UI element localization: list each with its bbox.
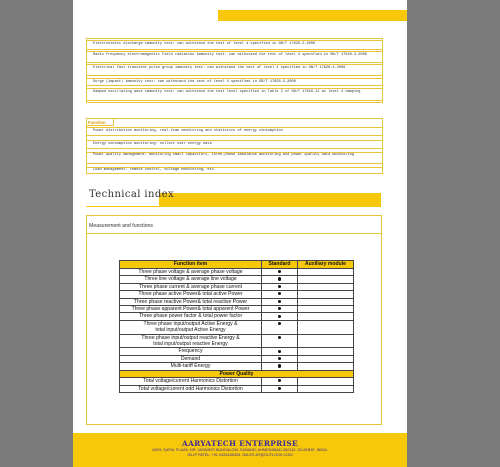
row-item: Three phase reactive Power& total reactive Power — [120, 298, 262, 305]
standard-cell — [262, 291, 298, 298]
header-auxiliary-module: Auxiliary module — [298, 261, 354, 269]
table-group-row — [120, 370, 354, 377]
row-item: Three phase current & average phase current — [120, 283, 262, 290]
bullet-icon — [278, 277, 281, 280]
row-item: Three line voltage & average line voltage — [120, 276, 262, 283]
immunity-item-4: Surge (impact) immunity test: can withstand the test of level 4 specified in GB/T 17626.5-2008 — [93, 80, 296, 84]
bullet-icon — [278, 364, 281, 367]
header-standard: Standard — [262, 261, 298, 269]
aux-cell — [298, 306, 354, 313]
table-row — [120, 291, 354, 298]
row-item: Total voltage/current Harmonics Distortion — [120, 378, 262, 385]
bullet-icon — [278, 285, 281, 288]
header-function-item: Function item — [120, 261, 262, 269]
bullet-icon — [278, 307, 281, 310]
standard-cell — [262, 298, 298, 305]
aux-cell — [298, 298, 354, 305]
bullet-icon — [278, 357, 281, 360]
measurement-label: Measurement and functions — [89, 223, 154, 229]
row-item-line-1: Three phase input/output Active Energy & — [143, 320, 238, 327]
bullet-icon — [278, 300, 281, 303]
table-row — [120, 269, 354, 276]
bullet-icon — [278, 379, 281, 382]
row-item — [120, 320, 262, 334]
standard-cell — [262, 334, 298, 348]
function-item-1: Power distribution monitoring, real-time monitoring and statistics of energy consumption — [93, 129, 283, 133]
company-address: A903, SAFAL PLAZA, NR. JASMIN'S BUNGALOW, SANAND, AHMEDABAD-382110, GUJARAT, INDIA. — [152, 448, 328, 452]
row-item-line-2: total input/output Active Energy — [155, 327, 226, 334]
aux-cell — [298, 269, 354, 276]
standard-cell — [262, 385, 298, 392]
header-blank — [73, 0, 218, 22]
standard-cell — [262, 269, 298, 276]
measurement-divider — [86, 233, 382, 234]
aux-cell — [298, 378, 354, 385]
bullet-icon — [278, 336, 281, 339]
standard-cell — [262, 363, 298, 370]
footer — [73, 433, 407, 467]
immunity-item-2: Radio frequency electromagnetic field radiation immunity test: can withstand the test of level 4 specified in GB/T 17626.3-2006 — [93, 53, 367, 57]
standard-cell — [262, 348, 298, 355]
group-label: Power Quality — [120, 370, 354, 377]
function-item-3: Power quality management: monitoring smart capacitors, three-phase imbalance monitoring and power quality data monitoring — [93, 153, 354, 157]
company-name: AARYATECH ENTERPRISE — [182, 439, 298, 448]
row-item: Three phase apparent Power& total apparent Power — [120, 306, 262, 313]
immunity-item-1: Electrostatic discharge immunity test: can withstand the test of level 4 specified in GB/T 17626.2-2006 — [93, 42, 316, 46]
aux-cell — [298, 283, 354, 290]
technical-index-underline — [86, 206, 381, 207]
table-row — [120, 306, 354, 313]
standard-cell — [262, 306, 298, 313]
row-item-line-2: total input/output reactive Energy — [153, 341, 228, 348]
aux-cell — [298, 363, 354, 370]
bullet-icon — [278, 387, 281, 390]
table-row — [120, 313, 354, 320]
aux-cell — [298, 334, 354, 348]
standard-cell — [262, 378, 298, 385]
bullet-icon — [278, 350, 281, 353]
bullet-icon — [278, 270, 281, 273]
row-item — [120, 334, 262, 348]
standard-cell — [262, 355, 298, 362]
document-page — [73, 0, 407, 467]
table-row — [120, 283, 354, 290]
bullet-icon — [278, 315, 281, 318]
measurement-table — [119, 260, 354, 393]
bullet-icon — [278, 292, 281, 295]
table-row — [120, 276, 354, 283]
table-row — [120, 363, 354, 370]
table-row — [120, 355, 354, 362]
aux-cell — [298, 313, 354, 320]
company-contact: DILIP PATEL: +91 9426186334, SALES.AT@OUTLOOK.COM — [187, 453, 293, 457]
immunity-item-3: Electrical fast transient pulse group immunity test: can withstand the test of level 4 specified in GB/T 17626.4-2008 — [93, 66, 346, 70]
aux-cell — [298, 355, 354, 362]
table-row — [120, 320, 354, 334]
table-header-row — [120, 261, 354, 269]
technical-index-bar — [159, 193, 381, 207]
aux-cell — [298, 320, 354, 334]
aux-cell — [298, 291, 354, 298]
aux-cell — [298, 385, 354, 392]
bullet-icon — [278, 322, 281, 325]
standard-cell — [262, 313, 298, 320]
immunity-item-5: Damped oscillating wave immunity test: can withstand the test level specified in Table 2 of GB/T 17626.12 as level 4 damping — [93, 90, 361, 94]
function-item-2: Energy consumption monitoring: collect user energy data — [93, 142, 212, 146]
aux-cell — [298, 276, 354, 283]
table-row — [120, 348, 354, 355]
table-row — [120, 334, 354, 348]
function-item-4: Load management: remote control, voltage monitoring, etc. — [93, 168, 216, 172]
table-row — [120, 385, 354, 392]
function-label: Function — [88, 120, 106, 125]
standard-cell — [262, 283, 298, 290]
technical-index-title: Technical index — [89, 189, 175, 200]
row-item-line-1: Three phase input/output reactive Energy & — [141, 334, 240, 341]
table-row — [120, 378, 354, 385]
table-row — [120, 298, 354, 305]
row-item: Demand — [120, 355, 262, 362]
standard-cell — [262, 276, 298, 283]
row-item: Three phase power factor & total power factor — [120, 313, 262, 320]
aux-cell — [298, 348, 354, 355]
row-item: Three phase voltage & average phase voltage — [120, 269, 262, 276]
standard-cell — [262, 320, 298, 334]
row-item: Frequency — [120, 348, 262, 355]
row-item: Multi-tariff Energy — [120, 363, 262, 370]
row-item: Total voltage/current odd Harmonics Distortion — [120, 385, 262, 392]
row-item: Three phase active Power& total active Power — [120, 291, 262, 298]
